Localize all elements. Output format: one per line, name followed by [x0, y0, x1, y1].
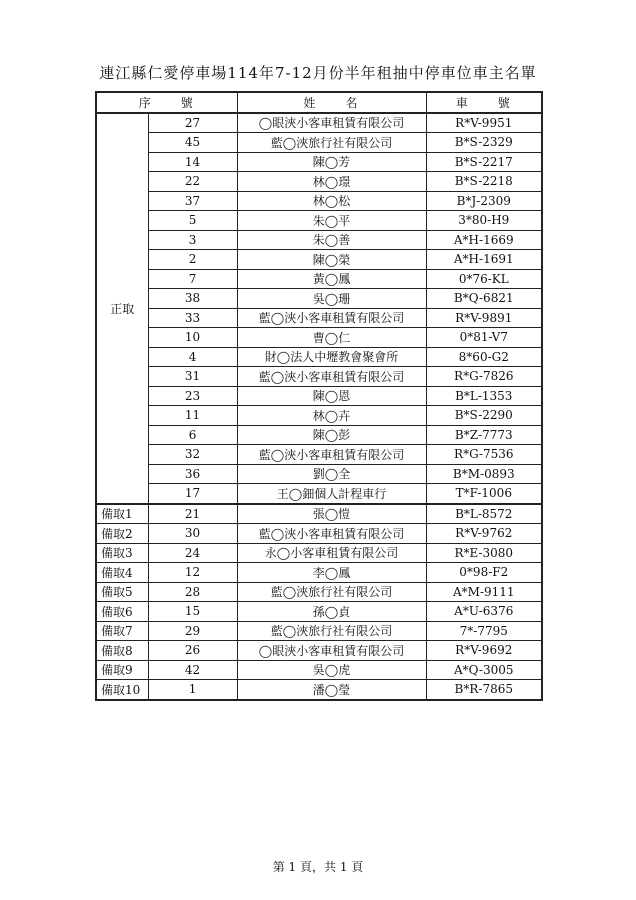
table-row	[96, 484, 542, 504]
draw-number: 37	[148, 191, 237, 211]
draw-number: 11	[148, 406, 237, 426]
table-row	[96, 133, 542, 153]
table-header	[96, 92, 542, 113]
plate-number: R*E-3080	[426, 543, 542, 563]
plate-number: R*G-7826	[426, 367, 542, 387]
table-row	[96, 464, 542, 484]
plate-number: R*G-7536	[426, 445, 542, 465]
plate-number: B*R-7865	[426, 680, 542, 700]
table-row	[96, 250, 542, 270]
draw-number: 24	[148, 543, 237, 563]
owner-name: 李◯鳳	[237, 563, 426, 583]
draw-number: 42	[148, 660, 237, 680]
owner-name: 吳◯虎	[237, 660, 426, 680]
plate-number: B*Q-6821	[426, 289, 542, 309]
plate-number: B*L-8572	[426, 504, 542, 524]
page-footer: 第 1 頁，共 1 頁	[272, 860, 364, 874]
owner-name: 藍◯浹旅行社有限公司	[237, 582, 426, 602]
draw-number: 4	[148, 347, 237, 367]
owner-name: 藍◯浹小客車租賃有限公司	[237, 445, 426, 465]
draw-number: 21	[148, 504, 237, 524]
table-row	[96, 582, 542, 602]
table-row	[96, 543, 542, 563]
owner-name: 朱◯善	[237, 230, 426, 250]
owner-name: 吳◯珊	[237, 289, 426, 309]
table-row	[96, 621, 542, 641]
plate-number: B*L-1353	[426, 386, 542, 406]
plate-number: B*S-2329	[426, 133, 542, 153]
draw-number: 32	[148, 445, 237, 465]
table-row	[96, 504, 542, 524]
table-row	[96, 524, 542, 544]
plate-number: B*J-2309	[426, 191, 542, 211]
table-row	[96, 680, 542, 700]
owner-name: 曹◯仁	[237, 328, 426, 348]
plate-number: 0*81-V7	[426, 328, 542, 348]
draw-number: 38	[148, 289, 237, 309]
draw-number: 27	[148, 113, 237, 133]
table-row	[96, 367, 542, 387]
draw-number: 12	[148, 563, 237, 583]
owner-name: 林◯卉	[237, 406, 426, 426]
group-label-backup: 備取9	[96, 660, 148, 680]
group-label-main: 正取	[96, 113, 148, 504]
owner-name: 藍◯浹旅行社有限公司	[237, 133, 426, 153]
group-label-backup: 備取5	[96, 582, 148, 602]
owner-name: 財◯法人中壢教會聚會所	[237, 347, 426, 367]
draw-number: 15	[148, 602, 237, 622]
draw-number: 3	[148, 230, 237, 250]
table-row	[96, 289, 542, 309]
plate-number: A*H-1691	[426, 250, 542, 270]
page-title: 連江縣仁愛停車場114年7-12月份半年租抽中停車位車主名單	[99, 64, 537, 82]
plate-number: 8*60-G2	[426, 347, 542, 367]
owner-name: 陳◯榮	[237, 250, 426, 270]
draw-number: 30	[148, 524, 237, 544]
table-row	[96, 386, 542, 406]
group-label-backup: 備取4	[96, 563, 148, 583]
draw-number: 1	[148, 680, 237, 700]
owner-name: 陳◯彭	[237, 425, 426, 445]
draw-number: 5	[148, 211, 237, 231]
header-plate: 車 號	[426, 92, 542, 113]
plate-number: B*S-2218	[426, 172, 542, 192]
table-row	[96, 152, 542, 172]
plate-number: A*M-9111	[426, 582, 542, 602]
winners-table	[95, 91, 543, 701]
table-row	[96, 406, 542, 426]
plate-number: 0*98-F2	[426, 563, 542, 583]
plate-number: A*H-1669	[426, 230, 542, 250]
owner-name: 林◯松	[237, 191, 426, 211]
owner-name: 陳◯恩	[237, 386, 426, 406]
table-row	[96, 641, 542, 661]
table-row	[96, 445, 542, 465]
plate-number: A*U-6376	[426, 602, 542, 622]
group-label-backup: 備取7	[96, 621, 148, 641]
table-row	[96, 425, 542, 445]
plate-number: R*V-9692	[426, 641, 542, 661]
table-row	[96, 172, 542, 192]
table-row	[96, 191, 542, 211]
owner-name: 劉◯全	[237, 464, 426, 484]
table-row	[96, 602, 542, 622]
group-label-backup: 備取8	[96, 641, 148, 661]
plate-number: B*Z-7773	[426, 425, 542, 445]
table-row	[96, 308, 542, 328]
owner-name: 孫◯貞	[237, 602, 426, 622]
plate-number: B*S-2290	[426, 406, 542, 426]
group-label-backup: 備取2	[96, 524, 148, 544]
owner-name: 藍◯浹旅行社有限公司	[237, 621, 426, 641]
group-label-backup: 備取1	[96, 504, 148, 524]
draw-number: 23	[148, 386, 237, 406]
draw-number: 22	[148, 172, 237, 192]
table-row	[96, 563, 542, 583]
table-row	[96, 269, 542, 289]
draw-number: 10	[148, 328, 237, 348]
group-label-backup: 備取6	[96, 602, 148, 622]
owner-name: 永◯小客車租賃有限公司	[237, 543, 426, 563]
table-row	[96, 347, 542, 367]
plate-number: B*S-2217	[426, 152, 542, 172]
owner-name: 朱◯平	[237, 211, 426, 231]
table-body	[96, 113, 542, 700]
draw-number: 33	[148, 308, 237, 328]
plate-number: B*M-0893	[426, 464, 542, 484]
draw-number: 26	[148, 641, 237, 661]
owner-name: 林◯璟	[237, 172, 426, 192]
draw-number: 7	[148, 269, 237, 289]
owner-name: 陳◯芳	[237, 152, 426, 172]
draw-number: 17	[148, 484, 237, 504]
plate-number: R*V-9891	[426, 308, 542, 328]
owner-name: 潘◯瑩	[237, 680, 426, 700]
plate-number: 3*80-H9	[426, 211, 542, 231]
group-label-backup: 備取3	[96, 543, 148, 563]
plate-number: R*V-9762	[426, 524, 542, 544]
plate-number: R*V-9951	[426, 113, 542, 133]
draw-number: 14	[148, 152, 237, 172]
header-name: 姓 名	[237, 92, 426, 113]
owner-name: 張◯愷	[237, 504, 426, 524]
draw-number: 31	[148, 367, 237, 387]
draw-number: 6	[148, 425, 237, 445]
owner-name: 藍◯浹小客車租賃有限公司	[237, 308, 426, 328]
header-seq: 序 號	[96, 92, 237, 113]
draw-number: 36	[148, 464, 237, 484]
table-row	[96, 328, 542, 348]
table-row	[96, 660, 542, 680]
draw-number: 45	[148, 133, 237, 153]
owner-name: 藍◯浹小客車租賃有限公司	[237, 367, 426, 387]
table-row	[96, 211, 542, 231]
table-row	[96, 230, 542, 250]
plate-number: 0*76-KL	[426, 269, 542, 289]
group-label-backup: 備取10	[96, 680, 148, 700]
draw-number: 29	[148, 621, 237, 641]
owner-name: ◯眼浹小客車租賃有限公司	[237, 641, 426, 661]
draw-number: 2	[148, 250, 237, 270]
owner-name: 藍◯浹小客車租賃有限公司	[237, 524, 426, 544]
plate-number: T*F-1006	[426, 484, 542, 504]
table-row	[96, 113, 542, 133]
owner-name: 黃◯鳳	[237, 269, 426, 289]
draw-number: 28	[148, 582, 237, 602]
plate-number: A*Q-3005	[426, 660, 542, 680]
owner-name: ◯眼浹小客車租賃有限公司	[237, 113, 426, 133]
owner-name: 王◯鈿個人計程車行	[237, 484, 426, 504]
plate-number: 7*-7795	[426, 621, 542, 641]
